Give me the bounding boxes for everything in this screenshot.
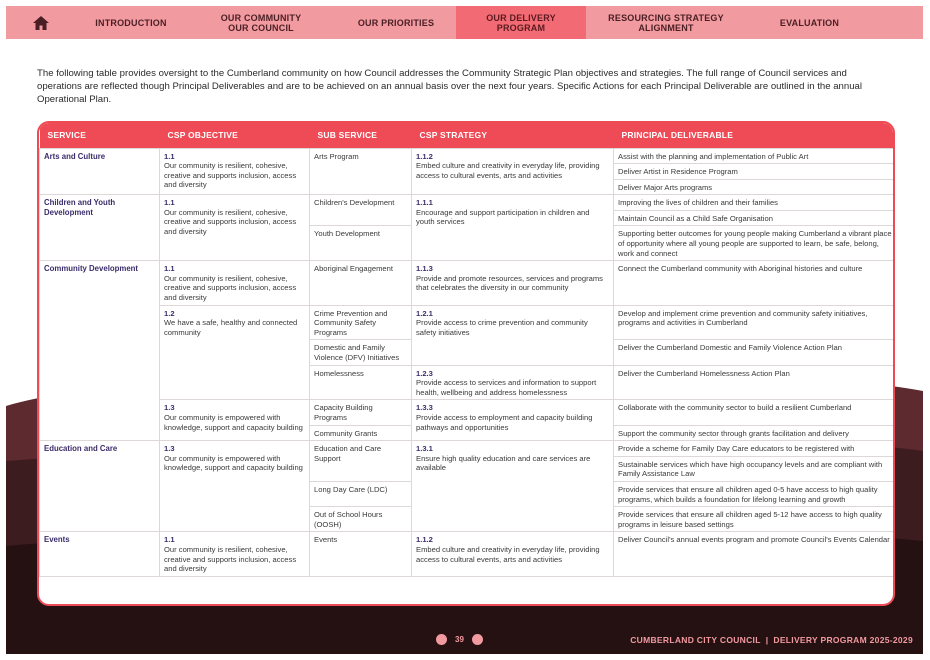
deliverable-cell: Provide a scheme for Family Day Care educators to be registered with [614, 441, 896, 457]
deliverable-cell: Deliver Council's annual events program and promote Council's Events Calendar [614, 532, 896, 576]
strategy-code: 1.1.3 [416, 264, 433, 274]
table-row [40, 148, 896, 164]
strategy-cell [412, 261, 614, 305]
objective-cell [160, 400, 310, 441]
intro-paragraph: The following table provides oversight to the Cumberland community on how Council addresses the Community Strategic Plan objectives and strategies. The full range of Council services and operations are reflected though Principal Deliverables and are to be achieved on an annual basis over the next four years. Specific Actions for each Principal Deliverable are outlined in the annual Operational Plan. [37, 68, 863, 105]
nav-resourcing-strategy[interactable]: RESOURCING STRATEGY ALIGNMENT [608, 12, 724, 33]
previous-page-button[interactable] [436, 634, 447, 645]
strategy-text: Provide access to crime prevention and community safety initiatives [416, 318, 588, 337]
sub-service-cell: Arts Program [310, 148, 412, 195]
header-csp-strategy: CSP STRATEGY [412, 123, 614, 148]
deliverable-cell: Deliver the Cumberland Domestic and Family Violence Action Plan [614, 340, 896, 365]
objective-text: Our community is empowered with knowledge, support and capacity building [164, 412, 303, 432]
home-icon [32, 15, 50, 31]
strategy-code: 1.1.2 [416, 535, 433, 545]
objective-cell [160, 532, 310, 576]
sub-service-cell: Children's Development [310, 195, 412, 226]
sub-service-cell: Domestic and Family Violence (DFV) Initiatives [310, 340, 412, 365]
objective-code: 1.3 [164, 403, 175, 413]
nav-our-priorities[interactable]: OUR PRIORITIES [357, 17, 435, 28]
nav-evaluation[interactable]: EVALUATION [779, 17, 840, 28]
sub-service-cell: Education and Care Support [310, 441, 412, 482]
service-cell: Children and Youth Development [40, 195, 160, 261]
sub-service-cell: Homelessness [310, 365, 412, 400]
objective-text: Our community is resilient, cohesive, creative and supports inclusion, access and diversity [164, 544, 297, 574]
service-cell: Events [40, 532, 160, 576]
page-number: 39 [455, 635, 464, 644]
top-nav [6, 6, 923, 39]
strategy-text: Encourage and support participation in children and youth services [416, 207, 590, 227]
objective-code: 1.1 [164, 535, 175, 545]
deliverable-cell: Deliver Artist in Residence Program [614, 164, 896, 180]
objective-text: Our community is empowered with knowledge, support and capacity building [164, 453, 303, 473]
strategy-cell [412, 365, 614, 400]
strategy-text: Embed culture and creativity in everyday life, providing access to cultural events, arts and activities [416, 161, 600, 180]
strategy-text: Provide access to employment and capacity building pathways and opportunities [416, 412, 593, 432]
table-row [40, 261, 896, 305]
service-cell: Arts and Culture [40, 148, 160, 195]
objective-cell [160, 305, 310, 400]
deliverable-cell: Develop and implement crime prevention and community safety initiatives, programs and activities in Cumberland [614, 305, 896, 340]
strategy-text: Embed culture and creativity in everyday life, providing access to cultural events, arts and activities [416, 544, 600, 564]
objective-text: Our community is resilient, cohesive, creative and supports inclusion, access and diversity [164, 273, 297, 303]
strategy-cell [412, 305, 614, 365]
deliverable-cell: Supporting better outcomes for young people making Cumberland a vibrant place of opportunity where all young people are supported to learn, be safe, belong, work and connect [614, 226, 896, 261]
header-sub-service: SUB SERVICE [310, 123, 412, 148]
objective-cell [160, 261, 310, 305]
header-service: SERVICE [40, 123, 160, 148]
service-cell: Education and Care [40, 441, 160, 532]
deliverable-cell: Sustainable services which have high occupancy levels and are compliant with Family Assistance Law [614, 456, 896, 481]
strategy-cell [412, 195, 614, 261]
objective-code: 1.3 [164, 444, 175, 454]
header-csp-objective: CSP OBJECTIVE [160, 123, 310, 148]
strategy-code: 1.1.2 [416, 151, 433, 161]
deliverable-cell: Assist with the planning and implementation of Public Art [614, 148, 896, 164]
deliverable-cell: Improving the lives of children and their families [614, 195, 896, 211]
sub-service-cell: Long Day Care (LDC) [310, 481, 412, 506]
sub-service-cell: Out of School Hours (OOSH) [310, 507, 412, 532]
strategy-code: 1.2.1 [416, 308, 433, 318]
delivery-table [37, 121, 895, 606]
deliverable-cell: Provide services that ensure all children aged 0-5 have access to high quality programs, which builds a foundation for lifelong learning and growth [614, 481, 896, 506]
strategy-code: 1.2.3 [416, 368, 433, 378]
strategy-text: Provide access to services and information to support health, wellbeing and address homelessness [416, 378, 597, 397]
nav-our-delivery-program[interactable]: OUR DELIVERY PROGRAM [456, 6, 586, 39]
footer-doc: DELIVERY PROGRAM 2025-2029 [773, 635, 913, 645]
sub-service-cell: Events [310, 532, 412, 576]
deliverable-cell: Support the community sector through grants facilitation and delivery [614, 425, 896, 441]
objective-code: 1.1 [164, 264, 175, 274]
strategy-cell [412, 148, 614, 195]
sub-service-cell: Capacity Building Programs [310, 400, 412, 425]
table-row [40, 441, 896, 457]
service-cell: Community Development [40, 261, 160, 441]
table-header-row [40, 123, 896, 148]
table-row [40, 532, 896, 576]
footer-org: CUMBERLAND CITY COUNCIL [630, 635, 761, 645]
home-button[interactable] [6, 6, 76, 39]
page [6, 6, 923, 654]
nav-our-community[interactable]: OUR COMMUNITY OUR COUNCIL [220, 12, 302, 33]
table-row [40, 305, 896, 340]
deliverable-cell: Connect the Cumberland community with Aboriginal histories and culture [614, 261, 896, 305]
objective-text: Our community is resilient, cohesive, creative and supports inclusion, access and diversity [164, 161, 297, 190]
strategy-code: 1.3.1 [416, 444, 433, 454]
strategy-cell [412, 441, 614, 532]
table-row [40, 195, 896, 211]
sub-service-cell: Aboriginal Engagement [310, 261, 412, 305]
pager [436, 634, 483, 645]
footer [6, 618, 923, 654]
objective-code: 1.1 [164, 198, 175, 208]
strategy-code: 1.1.1 [416, 198, 433, 208]
footer-separator: | [765, 635, 769, 645]
deliverable-cell: Deliver Major Arts programs [614, 179, 896, 195]
nav-introduction[interactable]: INTRODUCTION [95, 17, 167, 28]
strategy-cell [412, 532, 614, 576]
objective-code: 1.2 [164, 308, 175, 318]
sub-service-cell: Community Grants [310, 425, 412, 441]
objective-cell [160, 148, 310, 195]
strategy-text: Provide and promote resources, services and programs that celebrates the diversity in our community [416, 273, 603, 293]
next-page-button[interactable] [472, 634, 483, 645]
strategy-text: Ensure high quality education and care services are available [416, 453, 591, 473]
header-principal-deliverable: PRINCIPAL DELIVERABLE [614, 123, 896, 148]
deliverable-cell: Maintain Council as a Child Safe Organisation [614, 210, 896, 226]
strategy-cell [412, 400, 614, 441]
sub-service-cell: Crime Prevention and Community Safety Programs [310, 305, 412, 340]
deliverable-cell: Deliver the Cumberland Homelessness Action Plan [614, 365, 896, 400]
footer-title [630, 635, 913, 645]
sub-service-cell: Youth Development [310, 226, 412, 261]
objective-code: 1.1 [164, 151, 175, 161]
objective-text: Our community is resilient, cohesive, creative and supports inclusion, access and diversity [164, 207, 297, 237]
objective-text: We have a safe, healthy and connected community [164, 318, 298, 337]
deliverable-cell: Collaborate with the community sector to build a resilient Cumberland [614, 400, 896, 425]
table-row [40, 400, 896, 425]
deliverable-cell: Provide services that ensure all children aged 5-12 have access to high quality programs in leisure based settings [614, 507, 896, 532]
strategy-code: 1.3.3 [416, 403, 433, 413]
objective-cell [160, 195, 310, 261]
objective-cell [160, 441, 310, 532]
